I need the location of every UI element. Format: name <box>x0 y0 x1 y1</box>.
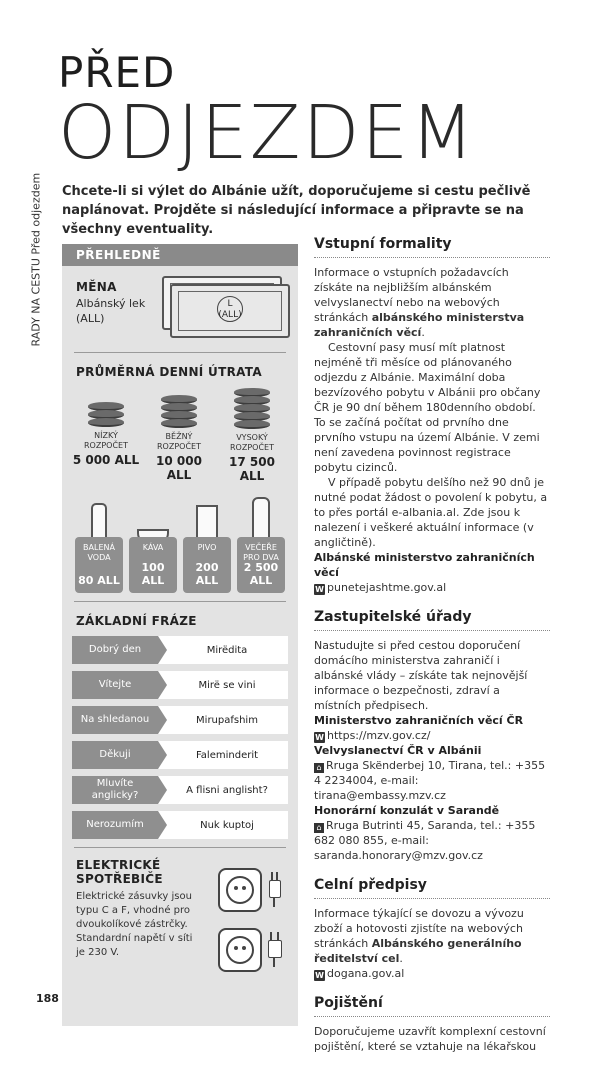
price-beer <box>183 483 231 593</box>
page-title-line2: ODJEZDEM <box>58 90 477 176</box>
currency-text: Albánský lek (ALL) <box>76 297 146 325</box>
budget-label: NÍZKÝ ROZPOČET <box>84 431 128 450</box>
budget-section <box>62 353 298 483</box>
embassy-title: Zastupitelské úřady <box>314 609 550 631</box>
electric-text: Elektrické zásuvky jsou typu C a F, vhodné pro dvoukolíkové zástrčky. Standardní napětí v síti je 230 V. <box>76 891 193 958</box>
price-water <box>75 483 123 593</box>
customs-text-bold: Albánského generálního ředitelství cel <box>314 937 522 965</box>
budget-high <box>218 389 286 483</box>
consulate-name: Honorární konzulát v Sarandě <box>314 804 500 817</box>
phrase-czech: Nerozumím <box>72 811 158 839</box>
embassy-text: Nastudujte si před cestou doporučení domácího ministerstva zahraničí i albánské vlády – získáte tak nejnovější informace o bezpečnosti, zdraví a místních předpisech. <box>314 639 528 712</box>
phrase-row <box>72 706 288 734</box>
electric-section <box>62 848 298 998</box>
phrase-albanian: Mirëdita <box>158 636 288 664</box>
phrase-czech: Děkuji <box>72 741 158 769</box>
phrases-section <box>62 602 298 839</box>
price-label: BALENÁ VODA <box>83 543 115 562</box>
insurance-text: Doporučujeme uzavřít komplexní cestovní pojištění, které se vztahuje na lékařskou <box>314 1025 546 1053</box>
consulate-address: Rruga Butrinti 45, Saranda, tel.: +355 682 080 855, e-mail: saranda.honorary@mzv.gov.cz <box>314 819 536 862</box>
phrase-czech: Mluvíte anglicky? <box>72 776 158 804</box>
entry-org: Albánské ministerstvo zahraničních věcí <box>314 551 535 579</box>
phrase-albanian: Mirupafshim <box>158 706 288 734</box>
price-label: PIVO <box>197 543 217 552</box>
plug-type-f-icon <box>266 930 282 966</box>
phrase-czech: Dobrý den <box>72 636 158 664</box>
phrase-albanian: Mirë se vini <box>158 671 288 699</box>
budget-mid <box>145 396 213 482</box>
web-icon: W <box>315 733 324 742</box>
phrase-albanian: Faleminderit <box>158 741 288 769</box>
insurance-section <box>314 995 550 1054</box>
price-amount: 200 ALL <box>195 561 219 587</box>
socket-type-f-icon <box>218 928 262 972</box>
coin-stack-icon <box>234 388 270 429</box>
phrase-row <box>72 776 288 804</box>
socket-type-c-icon <box>218 868 262 912</box>
embassy-section <box>314 609 550 863</box>
phrase-albanian: Nuk kuptoj <box>158 811 288 839</box>
phrases-title: ZÁKLADNÍ FRÁZE <box>76 614 197 628</box>
page-title-line1: PŘED <box>58 48 176 97</box>
coin-stack-icon <box>161 395 197 428</box>
lek-symbol: L (ALL) <box>217 296 243 322</box>
banknote-icon <box>170 284 290 338</box>
mzv-web-link[interactable]: https://mzv.gov.cz/ <box>327 729 431 742</box>
side-running-head: RADY NA CESTU Před odjezdem <box>29 172 43 347</box>
price-amount: 80 ALL <box>78 574 120 587</box>
phrase-czech: Vítejte <box>72 671 158 699</box>
budget-low <box>72 403 140 467</box>
phrase-czech: Na shledanou <box>72 706 158 734</box>
budget-label: VYSOKÝ ROZPOČET <box>230 433 274 452</box>
customs-section <box>314 877 550 981</box>
entry-section <box>314 236 550 595</box>
embassy-address: Rruga Skënderbej 10, Tirana, tel.: +355 4 2234004, e-mail: tirana@embassy.mzv.cz <box>314 759 546 802</box>
address-icon: ⌂ <box>314 823 324 833</box>
entry-text: Cestovní pasy musí mít platnost nejméně tři měsíce od plánovaného odjezdu z Albánie. Maximální doba bezvízového pobytu v Albánii pro občany ČR je 90 dní během 180denního období. To se začíná počítat od prvního dne prvního vstupu na území Albánie. V zemi není zavedena povinnost registrace pobytu cizinců. <box>314 341 541 474</box>
phrase-row <box>72 741 288 769</box>
customs-text: . <box>399 952 403 965</box>
entry-text: Informace o vstupních požadavcích získáte na nejbližším albánském velvyslanectví nebo na webových stránkách <box>314 266 509 324</box>
budget-amount: 17 500 ALL <box>229 455 275 483</box>
insurance-title: Pojištění <box>314 995 550 1017</box>
plug-type-c-icon <box>266 870 282 906</box>
panel-heading: PŘEHLEDNĚ <box>62 244 298 266</box>
price-amount: 100 ALL <box>141 561 165 587</box>
phrase-albanian: A flisni anglisht? <box>158 776 288 804</box>
budget-label: BĚŽNÝ ROZPOČET <box>157 432 201 451</box>
address-icon: ⌂ <box>314 763 324 773</box>
electric-title: ELEKTRICKÉ SPOTŘEBIČE <box>76 858 163 886</box>
coin-stack-icon <box>88 402 124 427</box>
entry-web-link[interactable]: punetejashtme.gov.al <box>327 581 447 594</box>
phrase-row <box>72 811 288 839</box>
price-coffee <box>129 483 177 593</box>
prices-section <box>62 483 298 601</box>
price-label: KÁVA <box>142 543 164 552</box>
customs-text: Informace týkající se dovozu a vývozu zboží a hotovosti zjistíte na webových stránkách <box>314 907 524 950</box>
price-dinner <box>237 483 285 593</box>
phrase-row <box>72 636 288 664</box>
budget-amount: 10 000 ALL <box>156 454 202 482</box>
embassy-name: Velvyslanectví ČR v Albánii <box>314 744 482 757</box>
entry-text: V případě pobytu delšího než 90 dnů je nutné podat žádost o povolení k pobytu, a to přes portál e-albania.al. Zde jsou k nalezení i veškeré aktuální informace (v angličtině). <box>314 476 548 549</box>
phrase-row <box>72 671 288 699</box>
currency-section <box>62 266 298 352</box>
customs-title: Celní předpisy <box>314 877 550 899</box>
right-column <box>314 236 550 1068</box>
price-amount: 2 500 ALL <box>243 561 279 587</box>
mzv-name: Ministerstvo zahraničních věcí ČR <box>314 714 524 727</box>
overview-panel <box>62 244 298 1026</box>
budget-amount: 5 000 ALL <box>72 453 140 467</box>
entry-text: . <box>421 326 425 339</box>
price-label: VEČEŘE PRO DVA <box>243 543 279 562</box>
customs-web-link[interactable]: dogana.gov.al <box>327 967 405 980</box>
intro-text: Chcete-li si výlet do Albánie užít, doporučujeme si cestu pečlivě naplánovat. Projděte si následující informace a připravte se na všechny eventuality. <box>62 184 531 237</box>
entry-text-bold: albánského ministerstva zahraničních věcí <box>314 311 525 339</box>
entry-title: Vstupní formality <box>314 236 550 258</box>
currency-title: MĚNA <box>76 280 117 294</box>
budget-title: PRŮMĚRNÁ DENNÍ ÚTRATA <box>76 365 262 379</box>
page-number: 188 <box>36 992 59 1005</box>
web-icon: W <box>315 585 324 594</box>
web-icon: W <box>315 971 324 980</box>
